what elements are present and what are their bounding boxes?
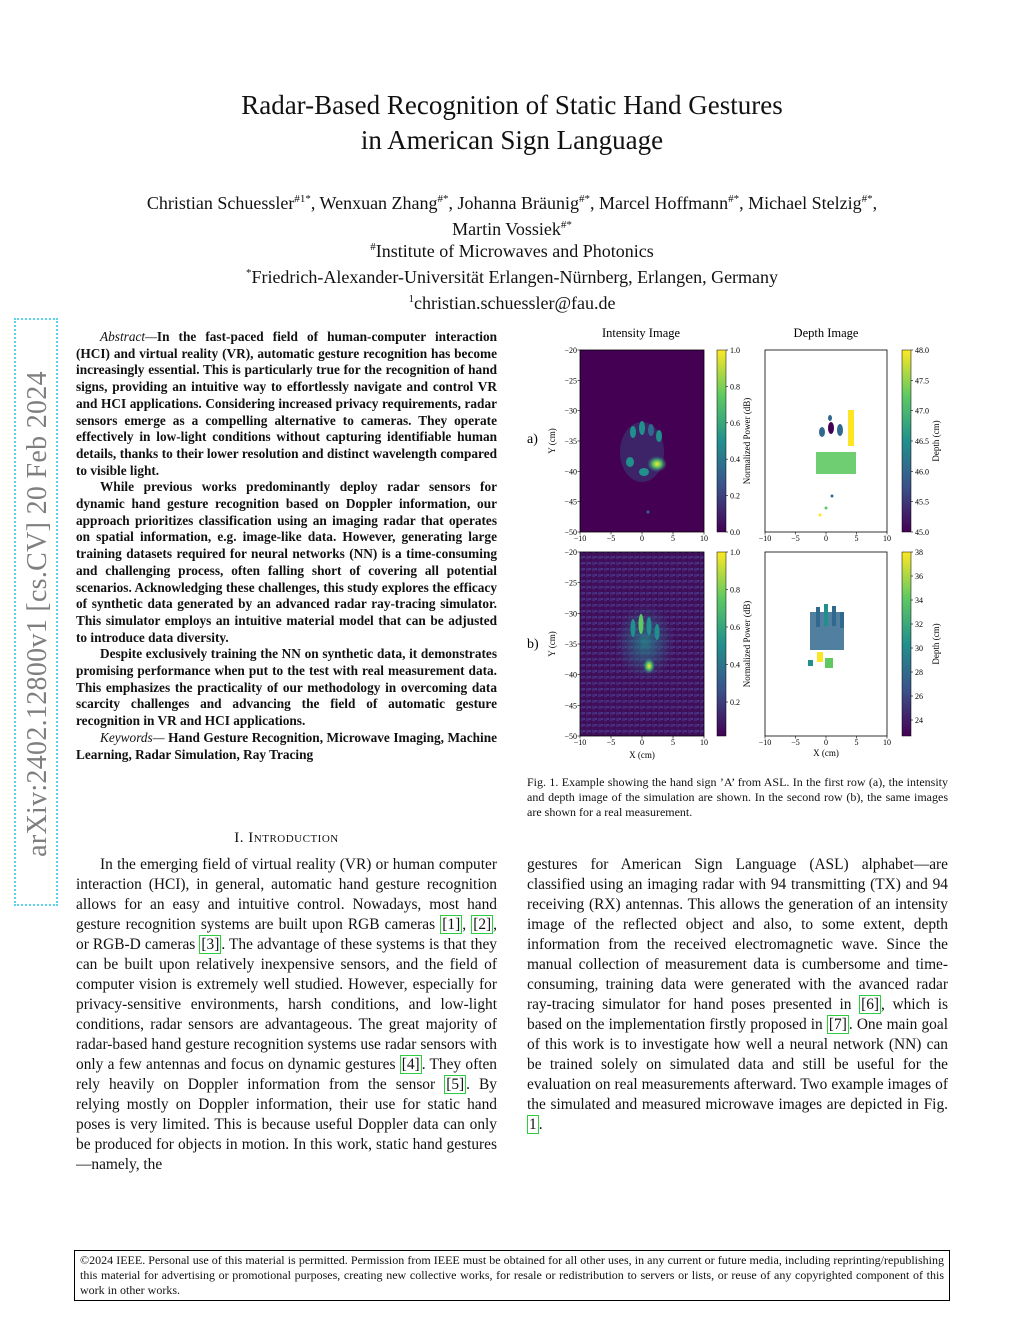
depth-cbar-tick: 30 [915,644,923,653]
citation-link[interactable]: [3] [201,936,220,953]
x-tick-label: 10 [883,534,891,543]
section-title: Introduction [248,830,339,846]
paper-title [0,88,1024,158]
depth-cbar-tick: 46.0 [915,467,929,477]
y-tick-label: −25 [564,376,577,386]
depth-cbar-tick: 36 [915,572,923,581]
depth-cbar-tick: 47.5 [915,376,929,386]
x-tick-label: −5 [791,738,800,747]
depth-cbar-tick: 24 [915,716,923,725]
abstract-paragraph-2: While previous works predominantly deploy radar sensors for dynamic hand gesture recognition based on Doppler information, our approach prioritizes classification using an imaging radar that operates on spatial information, e.g. image-like data. However, generating large training datasets required for neural networks (NN) is a time-consuming and challenging process, often falling short of covering all potential scenarios. Acknowledging these challenges, this study explores the efficacy of synthetic data generated by an advanced radar ray-tracing simulator. This simulator employs an intuitive material model that can be adjusted to introduce data diversity. [76,479,497,645]
arxiv-stamp[interactable] [14,318,58,906]
citation-link[interactable]: [6] [861,996,880,1013]
depth-cbar-tick: 48.0 [915,346,929,355]
section-heading: I. Introduction [234,830,339,846]
citation-link[interactable]: [4] [401,1056,420,1073]
figure-1 [520,322,960,767]
y-tick-label: −20 [564,346,577,355]
row-label-b: b) [527,637,539,652]
depth-colorbar-a [902,350,911,532]
x-tick-label: −10 [758,738,772,747]
intensity-title: Intensity Image [601,326,681,340]
x-axis-label-depth: X (cm) [813,748,839,758]
intensity-colorbar-a [717,350,726,532]
intensity-cbar-tick: 0.4 [730,660,740,670]
intensity-plot-measured [580,552,704,736]
depth-plot-simulated [765,350,887,532]
citation-link[interactable]: [5] [446,1076,465,1093]
abstract-label: Abstract [100,329,146,344]
depth-cbar-tick: 26 [915,692,923,701]
x-tick-label: 10 [883,738,891,747]
depth-cbar-tick: 38 [915,548,923,557]
x-tick-label: 5 [671,738,675,747]
abstract-paragraph-1: Abstract—In the fast-paced field of human-computer interaction (HCI) and virtual reality (VR), automatic gesture recognition has become increasingly essential. This is particularly true for the recognition of hand signs, providing an intuitive way to effortlessly navigate and control VR and HCI applications. Considering increased privacy requirements, radar sensors emerge as a compelling alternative to cameras. They operate effectively in low-light conditions without capturing identifiable human details, thanks to their lower resolution and distinct wavelength compared to visible light. [76,329,497,478]
x-tick-label: −10 [758,534,772,543]
intensity-colorbar-b [717,552,726,736]
intensity-cbar-tick: 0.2 [730,698,740,707]
depth-cbar-tick: 45.0 [915,528,929,537]
x-tick-label: 5 [854,738,859,747]
title-line-2: in American Sign Language [360,125,664,155]
depth-cbar-tick: 47.0 [915,406,929,416]
x-tick-label: 0 [824,738,828,747]
depth-cbar-tick: 34 [915,596,923,605]
y-tick-label: −35 [564,437,577,446]
depth-colorbar-b [902,552,911,736]
x-tick-label: 0 [640,534,644,543]
intro-paragraph: In the emerging field of virtual reality (VR) or human computer interaction (HCI), in general, automatic hand gesture recognition allows for an easy and intuitive control. Nowadays, most hand gesture recognition systems are built upon RGB cameras [1] , [2] , or RGB-D cameras [3] . The advantage of these systems is that they can be built upon relatively inexpensive sensors, and the field of computer vision is extremely well studied. However, especially for privacy-sensitive environments, harsh conditions, and low-light conditions, radar sensors are advantageous. The great majority of radar-based hand gesture recognition systems use radar sensors with only a few antennas and focus on dynamic gestures [4] . They often rely heavily on Doppler information from the sensor [5] . By relying mostly on Doppler information, their use for static hand poses is very limited. This is because useful Doppler data can only be produced for objects in motion. In this work, static hand gestures—namely, the [76,856,498,1173]
x-tick-label: 5 [854,534,859,543]
intensity-cbar-tick: 0.6 [730,418,740,428]
depth-cbar-tick: 28 [915,668,923,677]
x-tick-label: −5 [791,534,800,543]
figure-caption: Fig. 1. Example showing the hand sign ’A’ from ASL. In the first row (a), the intensity and depth image of the simulation are shown. In the second row (b), the same images are shown for a real measurement. [527,775,948,819]
y-tick-label: −40 [564,670,577,680]
depth-cbar-tick: 45.5 [915,497,929,507]
intensity-cbar-tick: 0.8 [730,585,740,595]
depth-cbar-label-b: Depth (cm) [931,623,941,665]
y-tick-label: −40 [564,467,577,477]
y-tick-label: −35 [564,640,577,649]
depth-cbar-tick: 32 [915,620,923,629]
y-tick-label: −25 [564,578,577,588]
intensity-cbar-tick: 0.8 [730,382,740,392]
affiliation-institute: #Institute of Microwaves and Photonics [370,241,654,261]
figure-ref-link[interactable]: 1 [529,1116,537,1133]
x-axis-label-intensity: X (cm) [629,750,655,760]
y-tick-label: −30 [564,406,577,416]
intensity-cbar-tick: 0.0 [730,528,740,537]
x-tick-label: −10 [573,738,587,747]
x-tick-label: −10 [573,534,587,543]
title-line-1: Radar-Based Recognition of Static Hand Gestures [241,90,783,120]
y-tick-label: −45 [564,701,577,711]
affiliation-university: *Friedrich-Alexander-Universität Erlangen-Nürnberg, Erlangen, Germany [245,267,779,287]
y-axis-label-b: Y (cm) [547,631,557,657]
intro-paragraph-cont: gestures for American Sign Language (ASL) alphabet—are classified using an imaging radar with 94 transmitting (TX) and 94 receiving (RX) antennas. This allows the generation of an intensity image of the reflected object and also, to some extent, depth information from the received electromagnetic wave. Since the manual collection of measurement data is cumbersome and time-consuming, training data were generated with the avanced radar ray-tracing simulator for hand poses presented in [6] , which is based on the implementation firstly proposed in [7] . One main goal of this work is to investigate how well a neural network (NN) can be trained solely on simulated data and still be useful for the evaluation on real measurements afterward. Two example images of the simulated and measured microwave images are depicted in Fig. 1 . [527,856,948,1133]
author-line-1: Christian Schuessler$^{\#1*}$, Wenxuan Zhang#*, Johanna Bräunig#*, Marcel Hoffmann#*, Michael Stelzig#*, [146,193,878,213]
citation-link[interactable]: [2] [473,916,492,933]
x-tick-label: 0 [824,534,828,543]
depth-cbar-tick: 46.5 [915,437,929,446]
abstract-paragraph-3: Despite exclusively training the NN on synthetic data, it demonstrates promising performance when put to the test with real measurement data. This emphasizes the practicality of our methodology in overcoming data scarcity challenges and advancing the field of automatic gesture recognition in VR and HCI applications. [76,646,497,729]
intensity-cbar-label-a: Normalized Power (dB) [742,397,752,485]
author-list [70,188,954,240]
affiliations [0,236,1024,314]
intro-left-column [76,855,497,1175]
x-tick-label: −5 [606,738,616,747]
citation-link[interactable]: [7] [828,1016,847,1033]
arxiv-id: arXiv:2402.12800v1 [cs.CV] 20 Feb 2024 [22,371,53,857]
x-tick-label: −5 [606,534,616,543]
y-tick-label: −30 [564,609,577,619]
y-axis-label-a: Y (cm) [547,428,557,454]
intensity-cbar-tick: 0.6 [730,623,740,632]
keywords-label: Keywords [100,729,153,745]
y-tick-label: −20 [564,548,577,557]
x-tick-label: 0 [640,738,644,747]
x-tick-label: 10 [700,534,708,543]
abstract [76,329,497,763]
author-line-2: Martin Vossiek#* [452,219,572,239]
row-label-a: a) [527,432,538,447]
x-tick-label: 5 [671,534,675,543]
keywords: Keywords— Hand Gesture Recognition, Microwave Imaging, Machine Learning, Radar Simulation, Ray Tracing [76,729,497,762]
y-tick-label: −50 [564,528,577,537]
intensity-cbar-tick: 1.0 [730,548,740,557]
intensity-plot-simulated [580,350,704,532]
intensity-cbar-tick: 0.2 [730,491,740,501]
depth-title: Depth Image [793,326,859,340]
copyright-notice: ©2024 IEEE. Personal use of this material is permitted. Permission from IEEE must be obtained for all other uses, in any current or future media, including reprinting/republishing this material for advertising or promotional purposes, creating new collective works, for resale or redistribution to servers or lists, or reuse of any copyrighted component of this work in other works. [74,1250,950,1301]
intro-right-column [527,855,948,1135]
intensity-cbar-tick: 1.0 [730,346,740,355]
depth-cbar-label-a: Depth (cm) [931,420,941,462]
x-tick-label: 10 [700,738,708,747]
citation-link[interactable]: [1] [442,916,461,933]
intensity-cbar-tick: 0.4 [730,455,740,465]
depth-plot-measured [765,552,887,736]
intensity-cbar-label-b: Normalized Power (dB) [742,600,752,688]
y-tick-label: −50 [564,732,577,741]
author-email[interactable]: $^1$christian.schuessler@fau.de [408,293,616,313]
y-tick-label: −45 [564,497,577,507]
